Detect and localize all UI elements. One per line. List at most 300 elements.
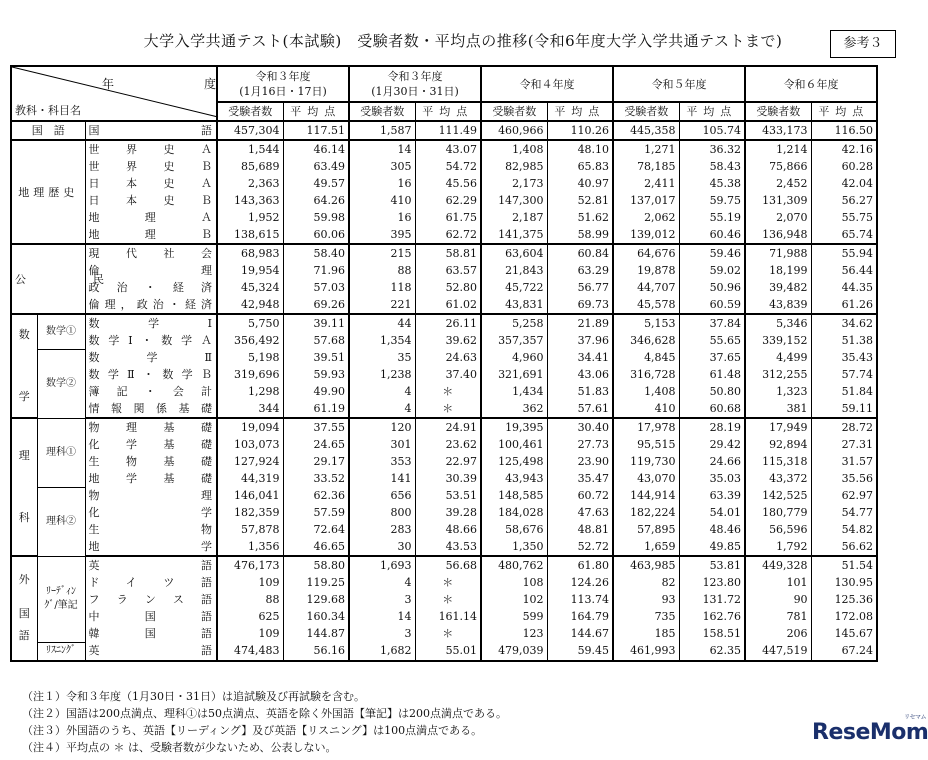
average-score: 65.74: [811, 226, 877, 244]
average-score: 59.02: [679, 262, 745, 279]
subject-name: 数学Ⅱ: [85, 349, 217, 366]
average-score: 160.34: [283, 608, 349, 625]
count-col-header: 受験者数: [217, 102, 283, 121]
examinee-count: 56,596: [745, 521, 811, 538]
average-score: 61.19: [283, 400, 349, 418]
examinee-count: 215: [349, 244, 415, 262]
examinee-count: 735: [613, 608, 679, 625]
average-score: 52.81: [547, 192, 613, 209]
average-score: 64.26: [283, 192, 349, 209]
average-score: 35.56: [811, 470, 877, 487]
average-score: 39.28: [415, 504, 481, 521]
examinee-count: 2,452: [745, 175, 811, 192]
examinee-count: 319,696: [217, 366, 283, 383]
subgroup-cell: ﾘｽﾆﾝｸﾞ: [37, 642, 85, 661]
examinee-count: 43,070: [613, 470, 679, 487]
average-score: 63.29: [547, 262, 613, 279]
examinee-count: 102: [481, 591, 547, 608]
note-2: （注２）国語は200点満点、理科①は50点満点、英語を除く外国語【筆記】は200点満点である。: [22, 707, 507, 720]
subject-name: 地学: [85, 538, 217, 556]
average-score: 34.41: [547, 349, 613, 366]
logo-small-text: リセマム: [904, 714, 926, 721]
examinee-count: 142,525: [745, 487, 811, 504]
group-cell-sugaku: [11, 314, 37, 418]
average-score: 61.02: [415, 296, 481, 314]
examinee-count: 143,363: [217, 192, 283, 209]
results-table: [10, 65, 878, 662]
examinee-count: 185: [613, 625, 679, 642]
table-row: [11, 591, 877, 608]
average-score: 59.11: [811, 400, 877, 418]
table-row: [11, 470, 877, 487]
examinee-count: 346,628: [613, 332, 679, 349]
average-score: 54.77: [811, 504, 877, 521]
subject-name: 倫理，政治・経済: [85, 296, 217, 314]
examinee-count: 221: [349, 296, 415, 314]
average-score: 30.39: [415, 470, 481, 487]
examinee-count: 2,070: [745, 209, 811, 226]
examinee-count: 148,585: [481, 487, 547, 504]
table-row: [11, 226, 877, 244]
examinee-count: 92,894: [745, 436, 811, 453]
table-row: [11, 538, 877, 556]
examinee-count: 1,408: [481, 140, 547, 158]
subject-name: フランス語: [85, 591, 217, 608]
examinee-count: 357,357: [481, 332, 547, 349]
average-score: 40.97: [547, 175, 613, 192]
examinee-count: 19,094: [217, 418, 283, 436]
table-row: [11, 418, 877, 436]
examinee-count: 3: [349, 625, 415, 642]
results-table-body: [11, 66, 877, 661]
table-row: [11, 436, 877, 453]
examinee-count: 433,173: [745, 121, 811, 140]
examinee-count: 800: [349, 504, 415, 521]
examinee-count: 1,238: [349, 366, 415, 383]
examinee-count: 115,318: [745, 453, 811, 470]
examinee-count: 101: [745, 574, 811, 591]
examinee-count: 457,304: [217, 121, 283, 140]
note-3: （注３）外国語のうち、英語【リーディング】及び英語【リスニング】は100点満点である。: [22, 724, 483, 737]
average-score: 37.55: [283, 418, 349, 436]
average-score: 60.84: [547, 244, 613, 262]
average-score: 59.46: [679, 244, 745, 262]
subject-name: ドイツ語: [85, 574, 217, 591]
average-score: 60.28: [811, 158, 877, 175]
average-score: 39.11: [283, 314, 349, 332]
group-char: 国: [18, 607, 30, 621]
average-score: 42.16: [811, 140, 877, 158]
examinee-count: 127,924: [217, 453, 283, 470]
average-score: 57.03: [283, 279, 349, 296]
table-row: [11, 262, 877, 279]
average-score: 125.36: [811, 591, 877, 608]
subject-name: 化学基礎: [85, 436, 217, 453]
examinee-count: 16: [349, 209, 415, 226]
examinee-count: 321,691: [481, 366, 547, 383]
average-score: 59.75: [679, 192, 745, 209]
average-score: 72.64: [283, 521, 349, 538]
table-row: [11, 296, 877, 314]
average-score: 63.49: [283, 158, 349, 175]
average-score: 48.66: [415, 521, 481, 538]
average-score: 59.45: [547, 642, 613, 661]
subject-name: 日本史Ａ: [85, 175, 217, 192]
examinee-count: 42,948: [217, 296, 283, 314]
examinee-count: 4,960: [481, 349, 547, 366]
examinee-count: 1,587: [349, 121, 415, 140]
average-score: 24.65: [283, 436, 349, 453]
examinee-count: 599: [481, 608, 547, 625]
table-row: [11, 366, 877, 383]
group-char: 学: [18, 390, 30, 403]
subgroup-cell: ﾘｰﾃﾞｨﾝｸﾞ/筆記: [37, 556, 85, 642]
examinee-count: 35: [349, 349, 415, 366]
examinee-count: 108: [481, 574, 547, 591]
average-score: 34.62: [811, 314, 877, 332]
examinee-count: 44: [349, 314, 415, 332]
examinee-count: 100,461: [481, 436, 547, 453]
examinee-count: 109: [217, 625, 283, 642]
average-score: 55.65: [679, 332, 745, 349]
average-score: 55.19: [679, 209, 745, 226]
average-score: 55.94: [811, 244, 877, 262]
table-row: [11, 487, 877, 504]
group-cell-chireki: 地理歴史: [11, 140, 85, 244]
examinee-count: 2,187: [481, 209, 547, 226]
examinee-count: 4: [349, 383, 415, 400]
avg-col-header: 平均点: [679, 102, 745, 121]
average-score: ＊: [415, 574, 481, 591]
examinee-count: 88: [217, 591, 283, 608]
examinee-count: 141,375: [481, 226, 547, 244]
average-score: 43.07: [415, 140, 481, 158]
examinee-count: 4,845: [613, 349, 679, 366]
average-score: 61.80: [547, 556, 613, 574]
average-score: 71.96: [283, 262, 349, 279]
avg-col-header: 平均点: [283, 102, 349, 121]
average-score: 58.43: [679, 158, 745, 175]
average-score: 37.65: [679, 349, 745, 366]
subject-name: 中国語: [85, 608, 217, 625]
examinee-count: 75,866: [745, 158, 811, 175]
average-score: 35.03: [679, 470, 745, 487]
examinee-count: 146,041: [217, 487, 283, 504]
examinee-count: 1,792: [745, 538, 811, 556]
average-score: 27.31: [811, 436, 877, 453]
average-score: 54.01: [679, 504, 745, 521]
average-score: ＊: [415, 625, 481, 642]
average-score: 29.42: [679, 436, 745, 453]
average-score: 58.99: [547, 226, 613, 244]
average-score: 28.72: [811, 418, 877, 436]
subject-name: 倫理: [85, 262, 217, 279]
examinee-count: 362: [481, 400, 547, 418]
table-row: [11, 453, 877, 470]
examinee-count: 93: [613, 591, 679, 608]
subject-name: 英語: [85, 556, 217, 574]
year-header-r5: 令和５年度: [613, 66, 745, 102]
average-score: 60.06: [283, 226, 349, 244]
examinee-count: 90: [745, 591, 811, 608]
average-score: 37.96: [547, 332, 613, 349]
average-score: 23.62: [415, 436, 481, 453]
average-score: 50.96: [679, 279, 745, 296]
average-score: 48.81: [547, 521, 613, 538]
count-col-header: 受験者数: [613, 102, 679, 121]
table-row: [11, 332, 877, 349]
examinee-count: 43,372: [745, 470, 811, 487]
examinee-count: 182,224: [613, 504, 679, 521]
examinee-count: 1,323: [745, 383, 811, 400]
table-row: [11, 314, 877, 332]
avg-col-header: 平均点: [811, 102, 877, 121]
table-row: [11, 175, 877, 192]
resemom-logo: [812, 714, 928, 745]
average-score: 31.57: [811, 453, 877, 470]
examinee-count: 43,839: [745, 296, 811, 314]
average-score: 39.51: [283, 349, 349, 366]
average-score: 56.44: [811, 262, 877, 279]
examinee-count: 144,914: [613, 487, 679, 504]
year-header-r4: 令和４年度: [481, 66, 613, 102]
table-row: [11, 244, 877, 262]
average-score: 46.14: [283, 140, 349, 158]
average-score: 42.04: [811, 175, 877, 192]
average-score: 51.84: [811, 383, 877, 400]
examinee-count: 1,682: [349, 642, 415, 661]
average-score: 119.25: [283, 574, 349, 591]
subject-name: 数学Ⅰ: [85, 314, 217, 332]
examinee-count: 109: [217, 574, 283, 591]
average-score: 35.47: [547, 470, 613, 487]
examinee-count: 1,350: [481, 538, 547, 556]
examinee-count: 184,028: [481, 504, 547, 521]
average-score: 129.68: [283, 591, 349, 608]
examinee-count: 118: [349, 279, 415, 296]
examinee-count: 1,356: [217, 538, 283, 556]
examinee-count: 103,073: [217, 436, 283, 453]
table-row: [11, 608, 877, 625]
subject-name: 情報関係基礎: [85, 400, 217, 418]
avg-col-header: 平均点: [547, 102, 613, 121]
average-score: 43.06: [547, 366, 613, 383]
examinee-count: 1,952: [217, 209, 283, 226]
average-score: 144.67: [547, 625, 613, 642]
average-score: 37.84: [679, 314, 745, 332]
examinee-count: 344: [217, 400, 283, 418]
average-score: 56.68: [415, 556, 481, 574]
average-score: 43.53: [415, 538, 481, 556]
average-score: 162.76: [679, 608, 745, 625]
count-col-header: 受験者数: [745, 102, 811, 121]
table-row: [11, 383, 877, 400]
subject-name: 現代社会: [85, 244, 217, 262]
notes: [22, 688, 507, 756]
examinee-count: 147,300: [481, 192, 547, 209]
examinee-count: 58,676: [481, 521, 547, 538]
examinee-count: 95,515: [613, 436, 679, 453]
subject-name: 地理Ａ: [85, 209, 217, 226]
table-row: [11, 158, 877, 175]
average-score: 56.77: [547, 279, 613, 296]
examinee-count: 356,492: [217, 332, 283, 349]
subject-name: 数学Ⅰ・数学Ａ: [85, 332, 217, 349]
average-score: 56.62: [811, 538, 877, 556]
group-char: 理: [18, 449, 30, 462]
examinee-count: 30: [349, 538, 415, 556]
average-score: 57.61: [547, 400, 613, 418]
subject-name: 国語: [85, 121, 217, 140]
table-row: [11, 121, 877, 140]
examinee-count: 64,676: [613, 244, 679, 262]
average-score: 60.68: [679, 400, 745, 418]
examinee-count: 480,762: [481, 556, 547, 574]
examinee-count: 14: [349, 608, 415, 625]
table-row: [11, 504, 877, 521]
table-row: [11, 349, 877, 366]
group-char: 語: [18, 629, 30, 643]
average-score: 24.66: [679, 453, 745, 470]
average-score: 35.43: [811, 349, 877, 366]
examinee-count: 476,173: [217, 556, 283, 574]
table-row: [11, 279, 877, 296]
average-score: 48.10: [547, 140, 613, 158]
average-score: 123.80: [679, 574, 745, 591]
examinee-count: 461,993: [613, 642, 679, 661]
examinee-count: 447,519: [745, 642, 811, 661]
average-score: 124.26: [547, 574, 613, 591]
note-4: （注４）平均点の ＊ は、受験者数が少ないため、公表しない。: [22, 741, 337, 754]
average-score: 57.68: [283, 332, 349, 349]
examinee-count: 410: [349, 192, 415, 209]
examinee-count: 339,152: [745, 332, 811, 349]
examinee-count: 4: [349, 400, 415, 418]
average-score: 61.48: [679, 366, 745, 383]
average-score: 48.46: [679, 521, 745, 538]
examinee-count: 301: [349, 436, 415, 453]
examinee-count: 1,271: [613, 140, 679, 158]
examinee-count: 353: [349, 453, 415, 470]
average-score: 60.46: [679, 226, 745, 244]
average-score: 58.81: [415, 244, 481, 262]
subject-name: 英語: [85, 642, 217, 661]
examinee-count: 4: [349, 574, 415, 591]
examinee-count: 45,722: [481, 279, 547, 296]
subject-name: 物理: [85, 487, 217, 504]
examinee-count: 136,948: [745, 226, 811, 244]
average-score: 21.89: [547, 314, 613, 332]
average-score: 158.51: [679, 625, 745, 642]
average-score: 29.17: [283, 453, 349, 470]
examinee-count: 1,214: [745, 140, 811, 158]
average-score: 26.11: [415, 314, 481, 332]
subject-name: 物理基礎: [85, 418, 217, 436]
average-score: 63.39: [679, 487, 745, 504]
examinee-count: 119,730: [613, 453, 679, 470]
examinee-count: 180,779: [745, 504, 811, 521]
examinee-count: 17,978: [613, 418, 679, 436]
examinee-count: 479,039: [481, 642, 547, 661]
examinee-count: 131,309: [745, 192, 811, 209]
average-score: 51.38: [811, 332, 877, 349]
table-row: [11, 209, 877, 226]
examinee-count: 5,346: [745, 314, 811, 332]
examinee-count: 2,062: [613, 209, 679, 226]
average-score: ＊: [415, 383, 481, 400]
table-row: [11, 642, 877, 661]
count-col-header: 受験者数: [481, 102, 547, 121]
average-score: 172.08: [811, 608, 877, 625]
average-score: 54.72: [415, 158, 481, 175]
examinee-count: 88: [349, 262, 415, 279]
average-score: 49.85: [679, 538, 745, 556]
average-score: 50.80: [679, 383, 745, 400]
average-score: 22.97: [415, 453, 481, 470]
average-score: 53.81: [679, 556, 745, 574]
examinee-count: 139,012: [613, 226, 679, 244]
examinee-count: 312,255: [745, 366, 811, 383]
examinee-count: 463,985: [613, 556, 679, 574]
average-score: 57.59: [283, 504, 349, 521]
examinee-count: 5,198: [217, 349, 283, 366]
examinee-count: 781: [745, 608, 811, 625]
table-row: [11, 521, 877, 538]
average-score: 39.62: [415, 332, 481, 349]
examinee-count: 19,954: [217, 262, 283, 279]
average-score: 33.52: [283, 470, 349, 487]
average-score: 56.16: [283, 642, 349, 661]
subgroup-cell: 数学①: [37, 314, 85, 349]
average-score: 130.95: [811, 574, 877, 591]
average-score: 60.72: [547, 487, 613, 504]
average-score: 47.63: [547, 504, 613, 521]
average-score: 117.51: [283, 121, 349, 140]
examinee-count: 138,615: [217, 226, 283, 244]
average-score: 164.79: [547, 608, 613, 625]
examinee-count: 656: [349, 487, 415, 504]
year-header-r6: 令和６年度: [745, 66, 877, 102]
results-table-wrapper: [10, 65, 874, 662]
count-col-header: 受験者数: [349, 102, 415, 121]
average-score: 46.65: [283, 538, 349, 556]
average-score: 58.40: [283, 244, 349, 262]
examinee-count: 82,985: [481, 158, 547, 175]
examinee-count: 449,328: [745, 556, 811, 574]
table-row: [11, 400, 877, 418]
examinee-count: 395: [349, 226, 415, 244]
examinee-count: 1,693: [349, 556, 415, 574]
examinee-count: 206: [745, 625, 811, 642]
average-score: 65.83: [547, 158, 613, 175]
group-char: 科: [18, 511, 30, 524]
subject-name: 世界史Ｂ: [85, 158, 217, 175]
subject-name: 生物: [85, 521, 217, 538]
examinee-count: 182,359: [217, 504, 283, 521]
average-score: 24.63: [415, 349, 481, 366]
examinee-count: 3: [349, 591, 415, 608]
examinee-count: 5,258: [481, 314, 547, 332]
subgroup-cell: 理科②: [37, 487, 85, 556]
average-score: 59.93: [283, 366, 349, 383]
examinee-count: 381: [745, 400, 811, 418]
average-score: 110.26: [547, 121, 613, 140]
examinee-count: 16: [349, 175, 415, 192]
year-header-label: 年 度: [102, 77, 239, 91]
table-row: [11, 556, 877, 574]
average-score: 67.24: [811, 642, 877, 661]
average-score: 61.75: [415, 209, 481, 226]
